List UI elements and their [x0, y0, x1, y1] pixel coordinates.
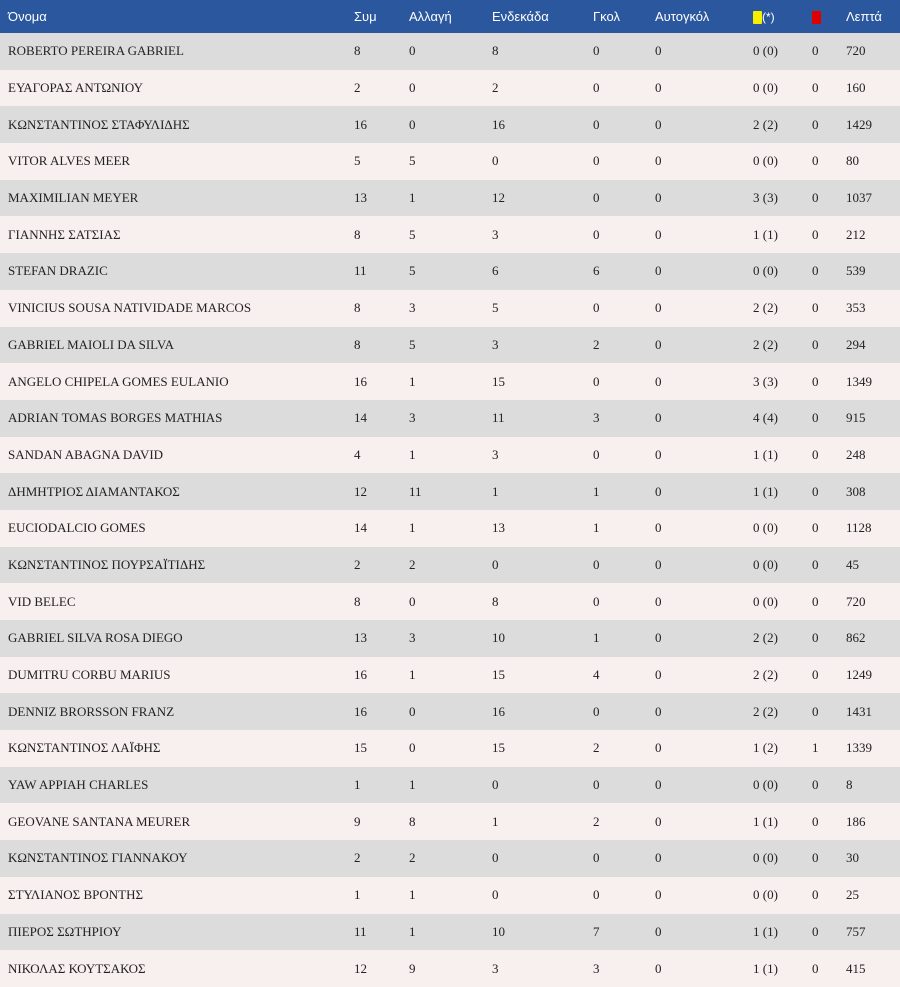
starting-value: 3: [492, 226, 499, 242]
substitute-value: 5: [409, 153, 416, 169]
starting-value: 2: [492, 80, 499, 96]
yellow-cards-value: 3 (3): [753, 373, 778, 389]
starting-value: 0: [492, 887, 499, 903]
yellow-cards-value: 1 (1): [753, 483, 778, 499]
substitute-value: 2: [409, 850, 416, 866]
minutes-value: 539: [846, 263, 866, 279]
own-goals-value: 0: [655, 300, 662, 316]
player-name: ΚΩΝΣΤΑΝΤΙΝΟΣ ΓΙΑΝΝΑΚΟΥ: [8, 850, 188, 866]
header-row: [0, 0, 900, 33]
player-name: VID BELEC: [8, 593, 76, 609]
red-cards-value: 0: [812, 520, 819, 536]
column-header-own-goals[interactable]: Αυτογκόλ: [655, 9, 710, 24]
own-goals-value: 0: [655, 263, 662, 279]
column-header-yellow-cards[interactable]: [753, 0, 812, 33]
table-row[interactable]: [0, 914, 900, 951]
yellow-cards-value: 0 (0): [753, 263, 778, 279]
substitute-value: 0: [409, 80, 416, 96]
yellow-cards-value: 2 (2): [753, 667, 778, 683]
starting-value: 0: [492, 556, 499, 572]
table-row[interactable]: [0, 583, 900, 620]
appearances-value: 8: [354, 300, 361, 316]
table-row[interactable]: [0, 473, 900, 510]
own-goals-value: 0: [655, 483, 662, 499]
minutes-value: 1431: [846, 703, 872, 719]
own-goals-value: 0: [655, 667, 662, 683]
own-goals-value: 0: [655, 850, 662, 866]
column-header-starting[interactable]: Ενδεκάδα: [492, 9, 549, 24]
yellow-cards-value: 1 (1): [753, 446, 778, 462]
yellow-cards-value: 1 (1): [753, 960, 778, 976]
own-goals-value: 0: [655, 373, 662, 389]
goals-value: 0: [593, 446, 600, 462]
starting-value: 1: [492, 813, 499, 829]
starting-value: 15: [492, 740, 505, 756]
own-goals-value: 0: [655, 630, 662, 646]
table-header: [0, 0, 900, 33]
own-goals-value: 0: [655, 556, 662, 572]
player-name: ΔΗΜΗΤΡΙΟΣ ΔΙΑΜΑΝΤΑΚΟΣ: [8, 483, 180, 499]
goals-value: 0: [593, 850, 600, 866]
appearances-value: 14: [354, 410, 367, 426]
yellow-cards-value: 1 (1): [753, 813, 778, 829]
yellow-cards-value: 2 (2): [753, 703, 778, 719]
player-name: ΓΙΑΝΝΗΣ ΣΑΤΣΙΑΣ: [8, 226, 121, 242]
substitute-value: 1: [409, 373, 416, 389]
goals-value: 0: [593, 153, 600, 169]
table-row[interactable]: [0, 70, 900, 107]
own-goals-value: 0: [655, 703, 662, 719]
goals-value: 0: [593, 593, 600, 609]
goals-value: 7: [593, 923, 600, 939]
own-goals-value: 0: [655, 813, 662, 829]
appearances-value: 16: [354, 667, 367, 683]
player-name: ΣΤΥΛΙΑΝΟΣ ΒΡΟΝΤΗΣ: [8, 887, 144, 903]
red-card-icon: [812, 11, 821, 24]
starting-value: 12: [492, 190, 505, 206]
yellow-cards-value: 2 (2): [753, 336, 778, 352]
substitute-value: 1: [409, 520, 416, 536]
appearances-value: 12: [354, 483, 367, 499]
player-name: EUCIODALCIO GOMES: [8, 520, 146, 536]
red-cards-value: 0: [812, 226, 819, 242]
starting-value: 6: [492, 263, 499, 279]
substitute-value: 5: [409, 263, 416, 279]
player-name: ΚΩΝΣΤΑΝΤΙΝΟΣ ΣΤΑΦΥΛΙΔΗΣ: [8, 116, 190, 132]
goals-value: 0: [593, 226, 600, 242]
table-row[interactable]: [0, 327, 900, 364]
own-goals-value: 0: [655, 226, 662, 242]
table-row[interactable]: [0, 840, 900, 877]
yellow-card-icon: [753, 11, 762, 24]
red-cards-value: 0: [812, 373, 819, 389]
appearances-value: 8: [354, 593, 361, 609]
minutes-value: 212: [846, 226, 866, 242]
starting-value: 11: [492, 410, 505, 426]
player-name: ΚΩΝΣΤΑΝΤΙΝΟΣ ΠΟΥΡΣΑΪΤΙΔΗΣ: [8, 556, 206, 572]
substitute-value: 1: [409, 667, 416, 683]
appearances-value: 4: [354, 446, 361, 462]
own-goals-value: 0: [655, 153, 662, 169]
appearances-value: 16: [354, 703, 367, 719]
substitute-value: 3: [409, 300, 416, 316]
column-header-red-cards[interactable]: [812, 0, 846, 33]
red-cards-value: 0: [812, 556, 819, 572]
red-cards-value: 1: [812, 740, 819, 756]
goals-value: 1: [593, 483, 600, 499]
yellow-cards-value: 2 (2): [753, 116, 778, 132]
red-cards-value: 0: [812, 300, 819, 316]
appearances-value: 14: [354, 520, 367, 536]
minutes-value: 160: [846, 80, 866, 96]
yellow-cards-value: 0 (0): [753, 593, 778, 609]
own-goals-value: 0: [655, 80, 662, 96]
player-name: ΠΙΕΡΟΣ ΣΩΤΗΡΙΟΥ: [8, 923, 122, 939]
table-row[interactable]: [0, 950, 900, 987]
table-row[interactable]: [0, 730, 900, 767]
player-name: YAW APPIAH CHARLES: [8, 777, 149, 793]
appearances-value: 9: [354, 813, 361, 829]
goals-value: 0: [593, 190, 600, 206]
goals-value: 0: [593, 300, 600, 316]
goals-value: 2: [593, 813, 600, 829]
goals-value: 3: [593, 410, 600, 426]
substitute-value: 2: [409, 556, 416, 572]
red-cards-value: 0: [812, 850, 819, 866]
yellow-cards-value: 2 (2): [753, 630, 778, 646]
goals-value: 0: [593, 703, 600, 719]
own-goals-value: 0: [655, 520, 662, 536]
minutes-value: 1349: [846, 373, 872, 389]
goals-value: 4: [593, 667, 600, 683]
minutes-value: 720: [846, 593, 866, 609]
table-row[interactable]: [0, 437, 900, 474]
red-cards-value: 0: [812, 446, 819, 462]
goals-value: 6: [593, 263, 600, 279]
yellow-cards-value: 0 (0): [753, 850, 778, 866]
player-name: GEOVANE SANTANA MEURER: [8, 813, 191, 829]
red-cards-value: 0: [812, 43, 819, 59]
table-row[interactable]: [0, 253, 900, 290]
substitute-value: 0: [409, 43, 416, 59]
minutes-value: 415: [846, 960, 866, 976]
appearances-value: 15: [354, 740, 367, 756]
red-cards-value: 0: [812, 960, 819, 976]
yellow-cards-value: 0 (0): [753, 887, 778, 903]
starting-value: 15: [492, 667, 505, 683]
player-name: DUMITRU CORBU MARIUS: [8, 667, 171, 683]
appearances-value: 13: [354, 190, 367, 206]
minutes-value: 757: [846, 923, 866, 939]
table-row[interactable]: [0, 657, 900, 694]
red-cards-value: 0: [812, 887, 819, 903]
red-cards-value: 0: [812, 593, 819, 609]
table-row[interactable]: [0, 547, 900, 584]
red-cards-value: 0: [812, 483, 819, 499]
own-goals-value: 0: [655, 116, 662, 132]
player-name: GABRIEL SILVA ROSA DIEGO: [8, 630, 183, 646]
starting-value: 3: [492, 446, 499, 462]
yellow-card-suffix: (*): [762, 9, 775, 24]
minutes-value: 80: [846, 153, 859, 169]
starting-value: 5: [492, 300, 499, 316]
own-goals-value: 0: [655, 43, 662, 59]
starting-value: 16: [492, 703, 505, 719]
own-goals-value: 0: [655, 190, 662, 206]
substitute-value: 0: [409, 116, 416, 132]
table-row[interactable]: [0, 363, 900, 400]
own-goals-value: 0: [655, 593, 662, 609]
starting-value: 10: [492, 630, 505, 646]
appearances-value: 5: [354, 153, 361, 169]
starting-value: 0: [492, 850, 499, 866]
own-goals-value: 0: [655, 336, 662, 352]
player-name: MAXIMILIAN MEYER: [8, 190, 139, 206]
minutes-value: 1249: [846, 667, 872, 683]
starting-value: 13: [492, 520, 505, 536]
appearances-value: 2: [354, 556, 361, 572]
table-row[interactable]: [0, 693, 900, 730]
player-name: STEFAN DRAZIC: [8, 263, 108, 279]
appearances-value: 16: [354, 116, 367, 132]
appearances-value: 11: [354, 263, 367, 279]
appearances-value: 13: [354, 630, 367, 646]
substitute-value: 1: [409, 190, 416, 206]
column-header-appearances[interactable]: Συμ: [354, 9, 377, 24]
column-header-minutes[interactable]: Λεπτά: [846, 9, 882, 24]
substitute-value: 1: [409, 446, 416, 462]
table-row[interactable]: [0, 620, 900, 657]
appearances-value: 11: [354, 923, 367, 939]
player-name: ANGELO CHIPELA GOMES EULANIO: [8, 373, 229, 389]
player-name: GABRIEL MAIOLI DA SILVA: [8, 336, 174, 352]
goals-value: 0: [593, 43, 600, 59]
red-cards-value: 0: [812, 190, 819, 206]
yellow-cards-value: 0 (0): [753, 43, 778, 59]
minutes-value: 353: [846, 300, 866, 316]
column-header-name[interactable]: Όνομα: [8, 9, 47, 24]
red-cards-value: 0: [812, 263, 819, 279]
red-cards-value: 0: [812, 923, 819, 939]
red-cards-value: 0: [812, 630, 819, 646]
substitute-value: 11: [409, 483, 422, 499]
player-name: VINICIUS SOUSA NATIVIDADE MARCOS: [8, 300, 252, 316]
own-goals-value: 0: [655, 410, 662, 426]
substitute-value: 8: [409, 813, 416, 829]
starting-value: 0: [492, 777, 499, 793]
minutes-value: 915: [846, 410, 866, 426]
red-cards-value: 0: [812, 813, 819, 829]
yellow-cards-value: 0 (0): [753, 556, 778, 572]
table-row[interactable]: [0, 510, 900, 547]
appearances-value: 8: [354, 43, 361, 59]
appearances-value: 2: [354, 850, 361, 866]
appearances-value: 8: [354, 336, 361, 352]
column-header-goals[interactable]: Γκολ: [593, 9, 620, 24]
substitute-value: 0: [409, 593, 416, 609]
goals-value: 0: [593, 80, 600, 96]
minutes-value: 248: [846, 446, 866, 462]
table-row[interactable]: [0, 33, 900, 70]
minutes-value: 1037: [846, 190, 872, 206]
table-row[interactable]: [0, 180, 900, 217]
goals-value: 2: [593, 740, 600, 756]
starting-value: 8: [492, 593, 499, 609]
red-cards-value: 0: [812, 410, 819, 426]
minutes-value: 30: [846, 850, 859, 866]
table-row[interactable]: [0, 106, 900, 143]
goals-value: 0: [593, 116, 600, 132]
appearances-value: 1: [354, 887, 361, 903]
own-goals-value: 0: [655, 740, 662, 756]
minutes-value: 294: [846, 336, 866, 352]
column-header-substitute[interactable]: Αλλαγή: [409, 9, 452, 24]
starting-value: 8: [492, 43, 499, 59]
appearances-value: 16: [354, 373, 367, 389]
table-row[interactable]: [0, 803, 900, 840]
goals-value: 2: [593, 336, 600, 352]
substitute-value: 3: [409, 410, 416, 426]
yellow-cards-value: 0 (0): [753, 80, 778, 96]
table-row[interactable]: [0, 400, 900, 437]
table-row[interactable]: [0, 877, 900, 914]
yellow-cards-value: 0 (0): [753, 777, 778, 793]
player-name: VITOR ALVES MEER: [8, 153, 131, 169]
appearances-value: 1: [354, 777, 361, 793]
goals-value: 0: [593, 777, 600, 793]
minutes-value: 308: [846, 483, 866, 499]
minutes-value: 8: [846, 777, 853, 793]
substitute-value: 3: [409, 630, 416, 646]
starting-value: 15: [492, 373, 505, 389]
table-row[interactable]: [0, 143, 900, 180]
goals-value: 1: [593, 630, 600, 646]
substitute-value: 0: [409, 703, 416, 719]
yellow-cards-value: 2 (2): [753, 300, 778, 316]
player-name: ROBERTO PEREIRA GABRIEL: [8, 43, 184, 59]
red-cards-value: 0: [812, 336, 819, 352]
player-name: SANDAN ABAGNA DAVID: [8, 446, 164, 462]
appearances-value: 2: [354, 80, 361, 96]
player-name: ΝΙΚΟΛΑΣ ΚΟΥΤΣΑΚΟΣ: [8, 960, 146, 976]
player-name: DENNIZ BRORSSON FRANZ: [8, 703, 175, 719]
red-cards-value: 0: [812, 703, 819, 719]
minutes-value: 862: [846, 630, 866, 646]
yellow-cards-value: 0 (0): [753, 153, 778, 169]
yellow-cards-value: 3 (3): [753, 190, 778, 206]
minutes-value: 1339: [846, 740, 872, 756]
minutes-value: 25: [846, 887, 859, 903]
player-name: ADRIAN TOMAS BORGES MATHIAS: [8, 410, 223, 426]
goals-value: 0: [593, 556, 600, 572]
red-cards-value: 0: [812, 153, 819, 169]
red-cards-value: 0: [812, 667, 819, 683]
player-name: ΚΩΝΣΤΑΝΤΙΝΟΣ ΛΑΪΦΗΣ: [8, 740, 161, 756]
own-goals-value: 0: [655, 960, 662, 976]
appearances-value: 12: [354, 960, 367, 976]
table-row[interactable]: [0, 767, 900, 804]
red-cards-value: 0: [812, 116, 819, 132]
starting-value: 3: [492, 336, 499, 352]
table-row[interactable]: [0, 290, 900, 327]
starting-value: 0: [492, 153, 499, 169]
starting-value: 3: [492, 960, 499, 976]
minutes-value: 1128: [846, 520, 872, 536]
minutes-value: 186: [846, 813, 866, 829]
goals-value: 3: [593, 960, 600, 976]
goals-value: 1: [593, 520, 600, 536]
minutes-value: 720: [846, 43, 866, 59]
yellow-cards-value: 0 (0): [753, 520, 778, 536]
own-goals-value: 0: [655, 923, 662, 939]
own-goals-value: 0: [655, 777, 662, 793]
substitute-value: 0: [409, 740, 416, 756]
minutes-value: 1429: [846, 116, 872, 132]
appearances-value: 8: [354, 226, 361, 242]
starting-value: 16: [492, 116, 505, 132]
substitute-value: 1: [409, 923, 416, 939]
red-cards-value: 0: [812, 80, 819, 96]
yellow-cards-value: 4 (4): [753, 410, 778, 426]
yellow-cards-value: 1 (1): [753, 923, 778, 939]
substitute-value: 1: [409, 777, 416, 793]
substitute-value: 1: [409, 887, 416, 903]
yellow-cards-value: 1 (1): [753, 226, 778, 242]
table-row[interactable]: [0, 216, 900, 253]
yellow-cards-value: 1 (2): [753, 740, 778, 756]
table-body: [0, 33, 900, 987]
substitute-value: 5: [409, 336, 416, 352]
substitute-value: 9: [409, 960, 416, 976]
red-cards-value: 0: [812, 777, 819, 793]
goals-value: 0: [593, 373, 600, 389]
substitute-value: 5: [409, 226, 416, 242]
player-name: ΕΥΑΓΟΡΑΣ ΑΝΤΩΝΙΟΥ: [8, 80, 144, 96]
starting-value: 1: [492, 483, 499, 499]
own-goals-value: 0: [655, 446, 662, 462]
minutes-value: 45: [846, 556, 859, 572]
starting-value: 10: [492, 923, 505, 939]
own-goals-value: 0: [655, 887, 662, 903]
goals-value: 0: [593, 887, 600, 903]
